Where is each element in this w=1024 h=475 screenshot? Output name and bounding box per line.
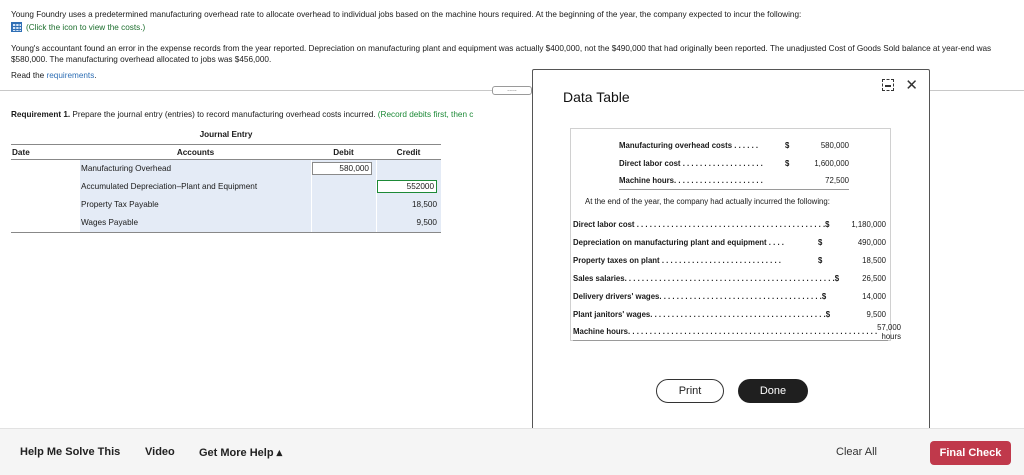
final-check-button[interactable]: Final Check bbox=[930, 441, 1011, 465]
expected-value: 580,000 bbox=[820, 141, 849, 151]
journal-body bbox=[11, 160, 441, 233]
currency: $ bbox=[825, 309, 831, 319]
actual-row bbox=[573, 233, 888, 251]
actual-row bbox=[573, 215, 888, 233]
read-requirements bbox=[11, 71, 97, 80]
minimize-icon[interactable] bbox=[882, 79, 894, 91]
debit-cell[interactable] bbox=[311, 178, 376, 196]
actual-value: 1,180,000 bbox=[851, 219, 886, 229]
expected-value: 72,500 bbox=[825, 175, 849, 185]
journal-entry-table bbox=[11, 130, 441, 233]
header-credit: Credit bbox=[396, 147, 421, 157]
account-cell[interactable]: Accumulated Depreciation–Plant and Equipment bbox=[80, 178, 311, 196]
actual-label-text: Delivery drivers' wages bbox=[573, 291, 660, 301]
actual-row bbox=[573, 251, 888, 269]
credit-cell[interactable]: 9,500 bbox=[376, 214, 441, 232]
data-table-modal bbox=[532, 69, 930, 430]
actual-label-text: Direct labor cost bbox=[573, 219, 635, 229]
done-button[interactable]: Done bbox=[738, 379, 808, 403]
currency: $ bbox=[834, 273, 840, 283]
expand-toggle[interactable]: ..... bbox=[492, 86, 532, 95]
actual-label bbox=[573, 292, 822, 301]
actual-value: 57,000 hours bbox=[877, 322, 902, 341]
actual-row bbox=[573, 287, 888, 305]
requirement-hint: (Record debits first, then c bbox=[375, 110, 474, 119]
actual-label bbox=[573, 238, 818, 247]
actual-value: 26,500 bbox=[862, 273, 886, 283]
credit-input[interactable]: 552000 bbox=[377, 180, 437, 193]
requirement-text: Prepare the journal entry (entries) to record manufacturing overhead costs incurred. bbox=[70, 110, 376, 119]
bottom-bar bbox=[0, 428, 1024, 475]
requirement-label: Requirement 1. bbox=[11, 110, 71, 119]
actual-label-text: Machine hours bbox=[573, 327, 629, 336]
credit-cell[interactable] bbox=[376, 160, 441, 178]
actual-row bbox=[573, 305, 888, 323]
print-button[interactable]: Print bbox=[656, 379, 724, 403]
debit-cell bbox=[311, 160, 376, 178]
expected-label-text: Direct labor cost bbox=[619, 158, 681, 168]
clear-all-button[interactable]: Clear All bbox=[836, 446, 877, 458]
expected-label bbox=[619, 159, 785, 168]
expected-label-text: Manufacturing overhead costs bbox=[619, 141, 733, 151]
leader-dots: . . . . . . . . . . . . . . . . . . . . . . . . . . . . . . . . . . . . . . . . . . . . bbox=[634, 219, 826, 229]
leader-dots: . . . . . . . . . . . . . . . . . . . . . . . . . . . . . . . . . . . . . . . . . . . . . . . . . . . . . . . . . . bbox=[628, 327, 878, 336]
leader-dots: . . . . bbox=[766, 237, 784, 247]
actual-label bbox=[573, 327, 877, 336]
requirement-1 bbox=[11, 110, 533, 119]
expected-costs-table bbox=[619, 137, 849, 190]
journal-header bbox=[11, 144, 441, 160]
expected-row bbox=[619, 172, 849, 190]
debit-input[interactable]: 580,000 bbox=[312, 162, 372, 175]
actual-label bbox=[573, 310, 826, 319]
actual-note: At the end of the year, the company had actually incurred the following: bbox=[585, 197, 830, 206]
currency: $ bbox=[825, 219, 830, 229]
header-date: Date bbox=[12, 147, 30, 157]
currency: $ bbox=[821, 291, 827, 301]
view-costs-link[interactable] bbox=[11, 22, 145, 32]
journal-row bbox=[11, 160, 441, 178]
actual-label-text: Sales salaries bbox=[573, 273, 625, 283]
actual-costs-table bbox=[573, 215, 902, 341]
read-suffix: . bbox=[94, 71, 97, 80]
get-more-help-button[interactable]: Get More Help ▴ bbox=[199, 447, 283, 459]
account-cell[interactable]: Wages Payable bbox=[80, 214, 311, 232]
actual-label-text: Plant janitors' wages bbox=[573, 309, 651, 319]
actual-value: 14,000 bbox=[862, 291, 886, 301]
actual-value: 9,500 bbox=[866, 309, 886, 319]
currency: $ bbox=[818, 237, 823, 247]
actual-row bbox=[573, 269, 888, 287]
leader-dots: . . . . . . . . . . . . . . . . . . . . . . . . . . . . . . . . . . . . . . bbox=[659, 291, 822, 301]
data-table bbox=[570, 128, 902, 341]
account-cell[interactable]: Property Tax Payable bbox=[80, 196, 311, 214]
video-button[interactable]: Video bbox=[145, 446, 175, 458]
close-icon[interactable]: ✕ bbox=[905, 77, 918, 94]
actual-value: 490,000 bbox=[857, 237, 886, 247]
actual-label bbox=[573, 274, 835, 283]
header-debit: Debit bbox=[333, 147, 354, 157]
actual-label bbox=[573, 220, 825, 229]
read-prefix: Read the bbox=[11, 71, 47, 80]
expected-value: 1,600,000 bbox=[814, 158, 849, 168]
currency: $ bbox=[785, 141, 790, 151]
expected-label bbox=[619, 176, 785, 185]
actual-label-text: Depreciation on manufacturing plant and equipment bbox=[573, 237, 767, 247]
leader-dots: . . . . . . . . . . . . . . . . . . . bbox=[680, 158, 763, 168]
leader-dots: . . . . . . . . . . . . . . . . . . . . . . . . . . . . . . . . . . . . . . . . . . . . . . . . . bbox=[624, 273, 835, 283]
expected-label bbox=[619, 141, 785, 150]
leader-dots: . . . . . . . . . . . . . . . . . . . . . bbox=[674, 175, 763, 185]
actual-label-text: Property taxes on plant bbox=[573, 255, 660, 265]
journal-row bbox=[11, 196, 441, 214]
data-table-icon[interactable] bbox=[11, 22, 22, 32]
journal-row bbox=[11, 214, 441, 232]
debit-cell[interactable] bbox=[311, 196, 376, 214]
currency: $ bbox=[818, 255, 823, 265]
leader-dots: . . . . . . . . . . . . . . . . . . . . . . . . . . . . bbox=[659, 255, 781, 265]
journal-row bbox=[11, 178, 441, 196]
problem-intro: Young Foundry uses a predetermined manufacturing overhead rate to allocate overhead to individual jobs based on the machine hours required. At the beginning of the year, the company expected to incur the following: bbox=[11, 10, 802, 19]
credit-cell[interactable]: 18,500 bbox=[376, 196, 441, 214]
help-me-solve-button[interactable]: Help Me Solve This bbox=[20, 446, 121, 458]
actual-label bbox=[573, 256, 818, 265]
journal-title bbox=[11, 130, 441, 144]
credit-cell bbox=[376, 178, 441, 196]
requirements-link[interactable]: requirements bbox=[46, 71, 95, 80]
currency: $ bbox=[785, 158, 790, 168]
account-cell[interactable]: Manufacturing Overhead bbox=[80, 160, 311, 178]
expected-label-text: Machine hours bbox=[619, 175, 675, 185]
modal-title: Data Table bbox=[563, 89, 630, 105]
view-costs-link-text[interactable]: (Click the icon to view the costs.) bbox=[26, 22, 146, 32]
problem-error-text: Young's accountant found an error in the expense records from the year reported. Depreciation on manufacturing plant and equipment was actually $400,000, not the $490,000 that had originally been reported. The unadjusted Cost of Goods Sold balance at year-end was $580,000. The manufacturing overhead allocated to jobs was $456,000. bbox=[11, 44, 992, 64]
expected-row bbox=[619, 155, 849, 173]
journal-title-text: Journal Entry bbox=[199, 130, 253, 139]
leader-dots: . . . . . . . . . . . . . . . . . . . . . . . . . . . . . . . . . . . . . . . . . bbox=[650, 309, 826, 319]
leader-dots: . . . . . . bbox=[732, 141, 759, 151]
debit-cell[interactable] bbox=[311, 214, 376, 232]
header-accounts: Accounts bbox=[176, 147, 215, 157]
actual-value: 18,500 bbox=[862, 255, 886, 265]
expected-row bbox=[619, 137, 849, 155]
actual-row bbox=[573, 322, 902, 341]
